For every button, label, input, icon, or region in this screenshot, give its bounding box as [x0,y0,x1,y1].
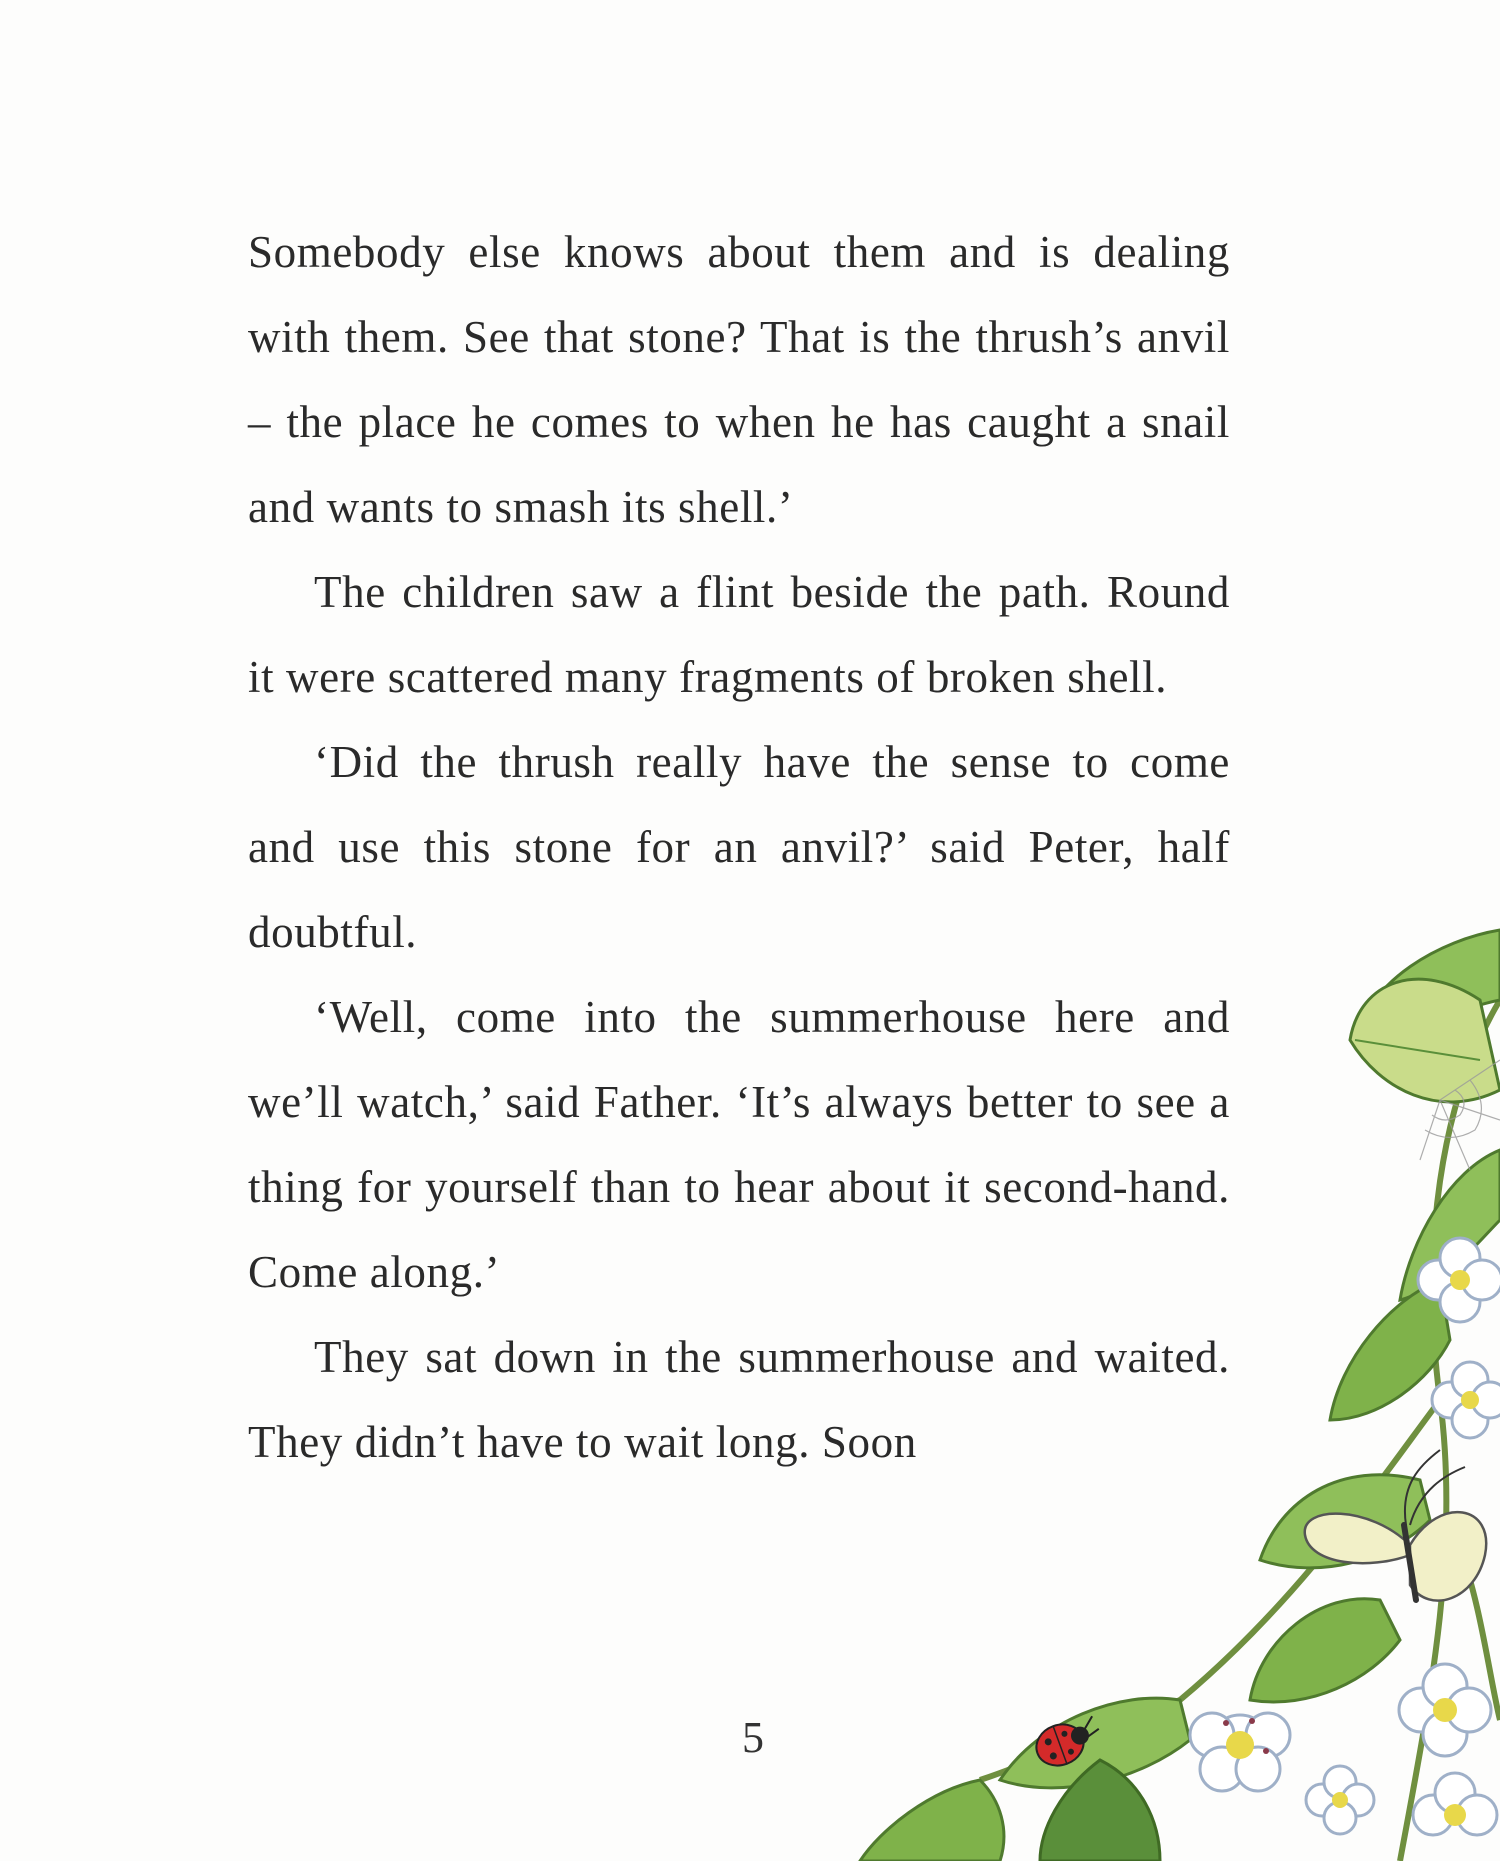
leaf [1260,1475,1430,1568]
leaf [1400,1150,1500,1300]
leaf [860,1780,1004,1861]
paragraph: ‘Well, come into the summerhouse here and we’ll watch,’ said Father. ‘It’s always better to see a thing for yourself than to hear about it second-hand. Come along.’ [248,992,1230,1297]
blossom [1190,1713,1290,1791]
spider-web [1420,1060,1500,1170]
leaf [1350,979,1500,1102]
blossom [1399,1664,1491,1756]
blossom [1432,1362,1500,1438]
leaf [1250,1599,1400,1702]
blossom [1418,1238,1500,1322]
paragraph: Somebody else knows about them and is dealing with them. See that stone? That is the thrush’s anvil – the place he comes to when he has caught a snail and wants to smash its shell.’ [248,227,1230,532]
paragraph: They sat down in the summerhouse and waited. They didn’t have to wait long. Soon [248,1332,1230,1467]
leaf [1040,1760,1160,1861]
leaf [1355,930,1500,1040]
leaf [1000,1698,1190,1788]
butterfly [1305,1450,1486,1601]
ladybird [1031,1712,1107,1772]
leaf [1330,1280,1450,1420]
blossom [1306,1766,1374,1834]
paragraph: The children saw a flint beside the path. Round it were scattered many fragments of broken shell. [248,567,1230,702]
blossom [1413,1773,1497,1835]
paragraph: ‘Did the thrush really have the sense to come and use this stone for an anvil?’ said Peter, half doubtful. [248,737,1230,957]
body-text [248,210,1230,1485]
page-number: 5 [742,1713,764,1762]
